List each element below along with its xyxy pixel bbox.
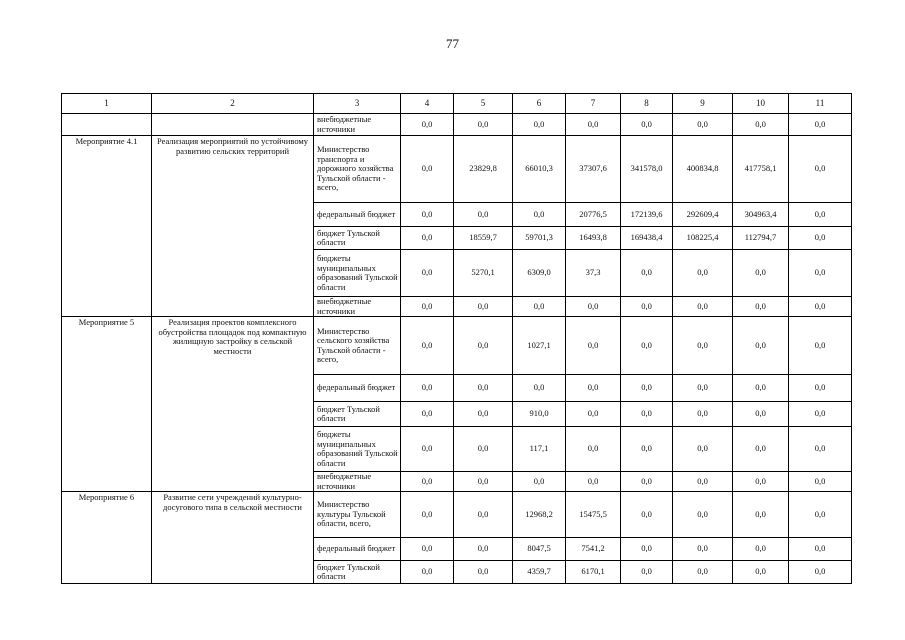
source-cell: бюджет Тульской области [314, 402, 401, 427]
value-cell: 0,0 [454, 561, 513, 584]
value-cell: 0,0 [401, 203, 454, 227]
header-cell: 9 [673, 94, 733, 114]
value-cell: 0,0 [401, 250, 454, 297]
value-cell: 0,0 [673, 114, 733, 136]
header-cell: 11 [789, 94, 852, 114]
value-cell: 0,0 [566, 472, 621, 492]
value-cell: 0,0 [673, 561, 733, 584]
value-cell: 5270,1 [454, 250, 513, 297]
value-cell: 0,0 [789, 561, 852, 584]
source-cell: бюджеты муниципальных образований Тульской области [314, 250, 401, 297]
value-cell: 0,0 [401, 317, 454, 375]
source-cell: бюджет Тульской области [314, 227, 401, 250]
value-cell: 0,0 [401, 114, 454, 136]
value-cell: 0,0 [733, 472, 789, 492]
value-cell: 0,0 [789, 227, 852, 250]
value-cell: 4359,7 [513, 561, 566, 584]
value-cell: 0,0 [401, 227, 454, 250]
header-cell: 6 [513, 94, 566, 114]
header-cell: 10 [733, 94, 789, 114]
value-cell: 417758,1 [733, 136, 789, 203]
header-cell: 4 [401, 94, 454, 114]
value-cell: 292609,4 [673, 203, 733, 227]
value-cell: 0,0 [789, 375, 852, 402]
value-cell: 23829,8 [454, 136, 513, 203]
source-cell: Министерство сельского хозяйства Тульской области - всего, [314, 317, 401, 375]
value-cell: 0,0 [621, 492, 673, 538]
value-cell: 0,0 [454, 427, 513, 472]
value-cell: 0,0 [673, 317, 733, 375]
header-cell: 5 [454, 94, 513, 114]
value-cell: 0,0 [566, 427, 621, 472]
value-cell: 16493,8 [566, 227, 621, 250]
source-cell: Министерство транспорта и дорожного хозяйства Тульской области - всего, [314, 136, 401, 203]
header-cell: 2 [152, 94, 314, 114]
value-cell: 0,0 [673, 538, 733, 561]
value-cell: 0,0 [733, 114, 789, 136]
description-cell: Реализация мероприятий по устойчивому развитию сельских территорий [152, 136, 314, 317]
value-cell: 0,0 [454, 472, 513, 492]
value-cell: 0,0 [401, 561, 454, 584]
value-cell: 1027,1 [513, 317, 566, 375]
value-cell: 0,0 [789, 250, 852, 297]
value-cell: 0,0 [789, 297, 852, 317]
budget-table [61, 93, 852, 584]
source-cell: федеральный бюджет [314, 538, 401, 561]
value-cell: 0,0 [789, 538, 852, 561]
value-cell: 400834,8 [673, 136, 733, 203]
value-cell: 0,0 [789, 203, 852, 227]
value-cell: 37307,6 [566, 136, 621, 203]
value-cell: 0,0 [733, 375, 789, 402]
event-cell [62, 114, 152, 136]
description-cell: Развитие сети учреждений культурно-досугового типа в сельской местности [152, 492, 314, 584]
value-cell: 304963,4 [733, 203, 789, 227]
table-body [62, 94, 852, 584]
page-number: 77 [446, 36, 459, 51]
value-cell: 0,0 [621, 427, 673, 472]
value-cell: 0,0 [621, 472, 673, 492]
value-cell: 0,0 [513, 114, 566, 136]
value-cell: 0,0 [621, 375, 673, 402]
source-cell: внебюджетные источники [314, 472, 401, 492]
value-cell: 0,0 [566, 297, 621, 317]
value-cell: 0,0 [454, 538, 513, 561]
value-cell: 0,0 [733, 297, 789, 317]
value-cell: 0,0 [401, 375, 454, 402]
value-cell: 0,0 [673, 492, 733, 538]
value-cell: 0,0 [673, 427, 733, 472]
header-cell: 3 [314, 94, 401, 114]
value-cell: 169438,4 [621, 227, 673, 250]
value-cell: 8047,5 [513, 538, 566, 561]
value-cell: 6309,0 [513, 250, 566, 297]
value-cell: 0,0 [673, 472, 733, 492]
source-cell: федеральный бюджет [314, 203, 401, 227]
value-cell: 0,0 [789, 427, 852, 472]
event-cell: Мероприятие 6 [62, 492, 152, 584]
value-cell: 0,0 [621, 538, 673, 561]
value-cell: 0,0 [566, 402, 621, 427]
event-cell: Мероприятие 4.1 [62, 136, 152, 317]
value-cell: 108225,4 [673, 227, 733, 250]
value-cell: 0,0 [621, 297, 673, 317]
source-cell: Министерство культуры Тульской области, всего, [314, 492, 401, 538]
value-cell: 0,0 [673, 250, 733, 297]
value-cell: 0,0 [454, 114, 513, 136]
value-cell: 0,0 [789, 114, 852, 136]
table-row [62, 317, 852, 375]
header-cell: 7 [566, 94, 621, 114]
header-cell: 1 [62, 94, 152, 114]
value-cell: 6170,1 [566, 561, 621, 584]
value-cell: 66010,3 [513, 136, 566, 203]
description-cell [152, 114, 314, 136]
value-cell: 0,0 [789, 136, 852, 203]
header-cell: 8 [621, 94, 673, 114]
value-cell: 0,0 [733, 561, 789, 584]
value-cell: 0,0 [513, 375, 566, 402]
value-cell: 0,0 [454, 492, 513, 538]
value-cell: 0,0 [789, 492, 852, 538]
source-cell: бюджеты муниципальных образований Тульской области [314, 427, 401, 472]
value-cell: 0,0 [454, 402, 513, 427]
value-cell: 0,0 [454, 317, 513, 375]
table-row [62, 114, 852, 136]
value-cell: 0,0 [454, 375, 513, 402]
value-cell: 0,0 [733, 402, 789, 427]
value-cell: 0,0 [401, 136, 454, 203]
value-cell: 0,0 [401, 402, 454, 427]
value-cell: 20776,5 [566, 203, 621, 227]
value-cell: 0,0 [621, 317, 673, 375]
value-cell: 0,0 [566, 375, 621, 402]
table-row [62, 492, 852, 538]
source-cell: бюджет Тульской области [314, 561, 401, 584]
value-cell: 0,0 [621, 250, 673, 297]
value-cell: 117,1 [513, 427, 566, 472]
value-cell: 0,0 [401, 427, 454, 472]
value-cell: 0,0 [789, 472, 852, 492]
value-cell: 0,0 [673, 402, 733, 427]
value-cell: 0,0 [401, 472, 454, 492]
source-cell: федеральный бюджет [314, 375, 401, 402]
value-cell: 0,0 [401, 492, 454, 538]
value-cell: 0,0 [621, 114, 673, 136]
value-cell: 0,0 [733, 427, 789, 472]
value-cell: 0,0 [673, 375, 733, 402]
value-cell: 7541,2 [566, 538, 621, 561]
event-cell: Мероприятие 5 [62, 317, 152, 492]
table-row [62, 136, 852, 203]
value-cell: 341578,0 [621, 136, 673, 203]
value-cell: 18559,7 [454, 227, 513, 250]
value-cell: 0,0 [401, 297, 454, 317]
value-cell: 15475,5 [566, 492, 621, 538]
value-cell: 0,0 [733, 538, 789, 561]
value-cell: 0,0 [621, 402, 673, 427]
value-cell: 0,0 [789, 402, 852, 427]
value-cell: 0,0 [454, 203, 513, 227]
value-cell: 0,0 [621, 561, 673, 584]
value-cell: 0,0 [513, 203, 566, 227]
value-cell: 0,0 [789, 317, 852, 375]
value-cell: 37,3 [566, 250, 621, 297]
value-cell: 0,0 [673, 297, 733, 317]
value-cell: 0,0 [566, 317, 621, 375]
source-cell: внебюджетные источники [314, 114, 401, 136]
value-cell: 0,0 [733, 250, 789, 297]
value-cell: 0,0 [733, 492, 789, 538]
value-cell: 0,0 [733, 317, 789, 375]
value-cell: 0,0 [513, 297, 566, 317]
value-cell: 172139,6 [621, 203, 673, 227]
value-cell: 910,0 [513, 402, 566, 427]
value-cell: 0,0 [401, 538, 454, 561]
value-cell: 0,0 [566, 114, 621, 136]
header-row [62, 94, 852, 114]
value-cell: 0,0 [513, 472, 566, 492]
value-cell: 0,0 [454, 297, 513, 317]
value-cell: 12968,2 [513, 492, 566, 538]
value-cell: 112794,7 [733, 227, 789, 250]
source-cell: внебюджетные источники [314, 297, 401, 317]
value-cell: 59701,3 [513, 227, 566, 250]
description-cell: Реализация проектов комплексного обустройства площадок под компактную жилищную застройку в сельской местности [152, 317, 314, 492]
